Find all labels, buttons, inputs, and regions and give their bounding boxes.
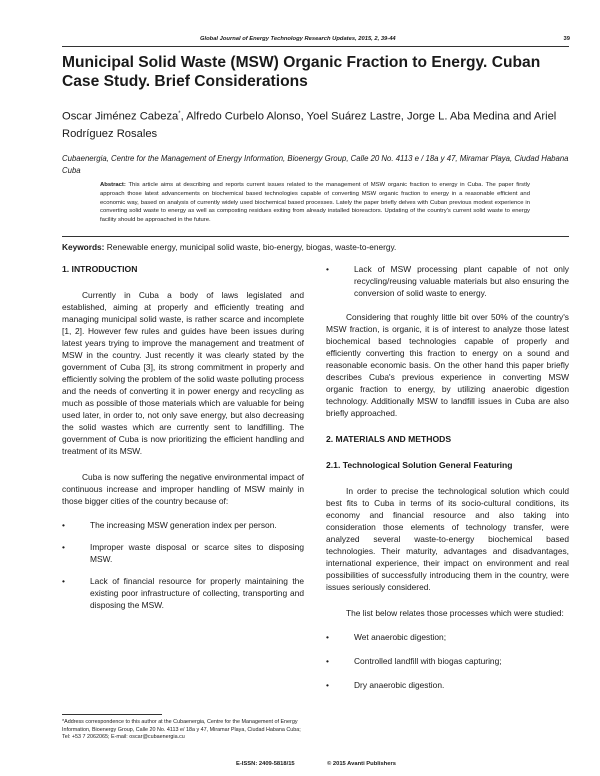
intro-paragraph-2: Cuba is now suffering the negative environmental impact of continuous increase and improper handling of MSW mainly in those bigger cities of the country because of: (62, 472, 304, 506)
right-column (326, 263, 569, 691)
journal-citation: Global Journal of Energy Technology Research Updates, 2015, 2, 39-44 (200, 36, 396, 42)
abstract (100, 181, 530, 225)
list-item: • Improper waste disposal or scarce sites to disposing MSW. (62, 542, 304, 564)
keywords-label: Keywords: (62, 242, 105, 252)
paper-title: Municipal Solid Waste (MSW) Organic Fraction to Energy. Cuban Case Study. Brief Considerations (62, 54, 541, 90)
list-item: • Lack of financial resource for properly maintaining the existing poor infrastructure of collecting, transporting and disposing the MSW. (62, 576, 304, 610)
author-list (62, 106, 572, 143)
left-column (62, 263, 304, 611)
problem-list-continued (326, 263, 569, 299)
list-item: • Controlled landfill with biogas capturing; (326, 656, 502, 666)
methods-paragraph-1: In order to precise the technological solution which could best fits to Cuba in terms of its socio-cultural conditions, its economy and financial resource and also taking into consideration those elements of technology transfer, were analyzed several waste-to-energy biochemical based technologies. Their maturity, advantages and disadvantages, international experience, their impact on environment and real possibilities of successfully introducing them in the country, were issues seriously considered. (326, 486, 569, 592)
corresponding-author: Oscar Jiménez Cabeza (62, 110, 179, 123)
page-number: 39 (563, 36, 570, 42)
keywords-text: Renewable energy, municipal solid waste, bio-energy, biogas, waste-to-energy. (106, 242, 397, 252)
section-heading-introduction: 1. INTRODUCTION (62, 264, 138, 274)
process-list (326, 631, 569, 691)
keywords (62, 242, 572, 252)
methods-paragraph-2: The list below relates those processes which were studied: (346, 608, 564, 618)
running-header (200, 36, 570, 42)
co-authors: , Alfredo Curbelo Alonso, Yoel Suárez Lastre, Jorge L. Aba Medina and Ariel Rodríguez Rosales (62, 110, 557, 140)
section-heading-materials: 2. MATERIALS AND METHODS (326, 434, 452, 444)
intro-paragraph-3: Considering that roughly little bit over 50% of the country's MSW fraction, is organic, it is of interest to analyze those latest biochemical based technologies capable of properly and efficiently converting this fraction to energy on a sound and reasonable economic basis. On the other hand this paper briefly describes Cuba's previous experience in converting MSW organic fraction to energy, by utilizing anaerobic digestion technology. Additionally MSW to landfill issues in Cuba are also briefly approached. (326, 312, 569, 418)
abstract-text: This article aims at describing and reports current issues related to the management of MSW organic fraction to energy in Cuba. The paper firstly approach those latest advancements on biochemical based technologies capable of converting MSW organic fraction to energy in a reasonable efficient and economic way, based on analysis of currently widely used biochemical based processes. Lately the paper briefly delves with Cuban previous modest experience in converting solid waste to energy as well as composting residues exiting from already installed bioreactors. Updating of the country's current solid waste to energy facility should be approached in the future. (100, 182, 531, 224)
list-item: • The increasing MSW generation index per person. (62, 520, 277, 530)
list-item: • Dry anaerobic digestion. (326, 680, 445, 690)
bullet-icon: • (62, 542, 65, 552)
list-item: • Lack of MSW processing plant capable of not only recycling/reusing valuable materials but also ensuring the conversion of solid waste to energy. (326, 264, 569, 298)
bullet-icon: • (62, 576, 65, 586)
abstract-label: Abstract: (100, 182, 126, 188)
affiliation: Cubaenergia, Centre for the Management of Energy Information, Bioenergy Group, Calle 20 No. 4113 e / 18a y 47, Miramar Playa, Ciudad Habana Cuba (62, 154, 569, 175)
bullet-icon: • (326, 632, 329, 642)
bullet-icon: • (62, 520, 65, 530)
intro-paragraph-1: Currently in Cuba a body of laws legislated and established, aiming at properly and efficiently treating and managing municipal solid waste, is rather scarce and incomplete [1, 2]. However few rules and guides have been issues during latest years trying to improve the management and treatment of MSW in the country. Just recently it was clearly stated by the government of Cuba [3], its strong commitment in properly and efficiently solving the problem of the solid waste polluting process and the needs of converting it in power energy and recycling as much as possible of those materials which are valuable for being used later, in order to, not only save energy, but also decreasing the solid wastes which are currently sent to landfilling. The government of Cuba is now prioritizing the efficient handling and treatment of its MSW. (62, 290, 304, 456)
bullet-icon: • (326, 264, 329, 274)
correspondence-footnote: *Address correspondence to this author at the Cubaenergia, Centre for the Management of Energy Information, Bioenergy Group, Calle 20 No. 4113 e/ 18a y 47, Miramar Playa, Ciudad Habana Cuba; Tel: +53 7 2062065; E-mail: oscar@cubaenergia.cu (62, 719, 301, 741)
problem-list (62, 519, 304, 611)
issn: E-ISSN: 2409-5818/15 (236, 761, 295, 767)
list-item: • Wet anaerobic digestion; (326, 632, 447, 642)
corresponding-marker: * (178, 111, 181, 117)
bullet-icon: • (326, 680, 329, 690)
publisher: © 2015 Avanti Publishers (327, 761, 396, 767)
header-divider (62, 46, 569, 47)
footnote-divider (62, 714, 162, 715)
bullet-icon: • (326, 656, 329, 666)
abstract-divider (62, 236, 569, 237)
subsection-heading: 2.1. Technological Solution General Featuring (326, 460, 513, 470)
